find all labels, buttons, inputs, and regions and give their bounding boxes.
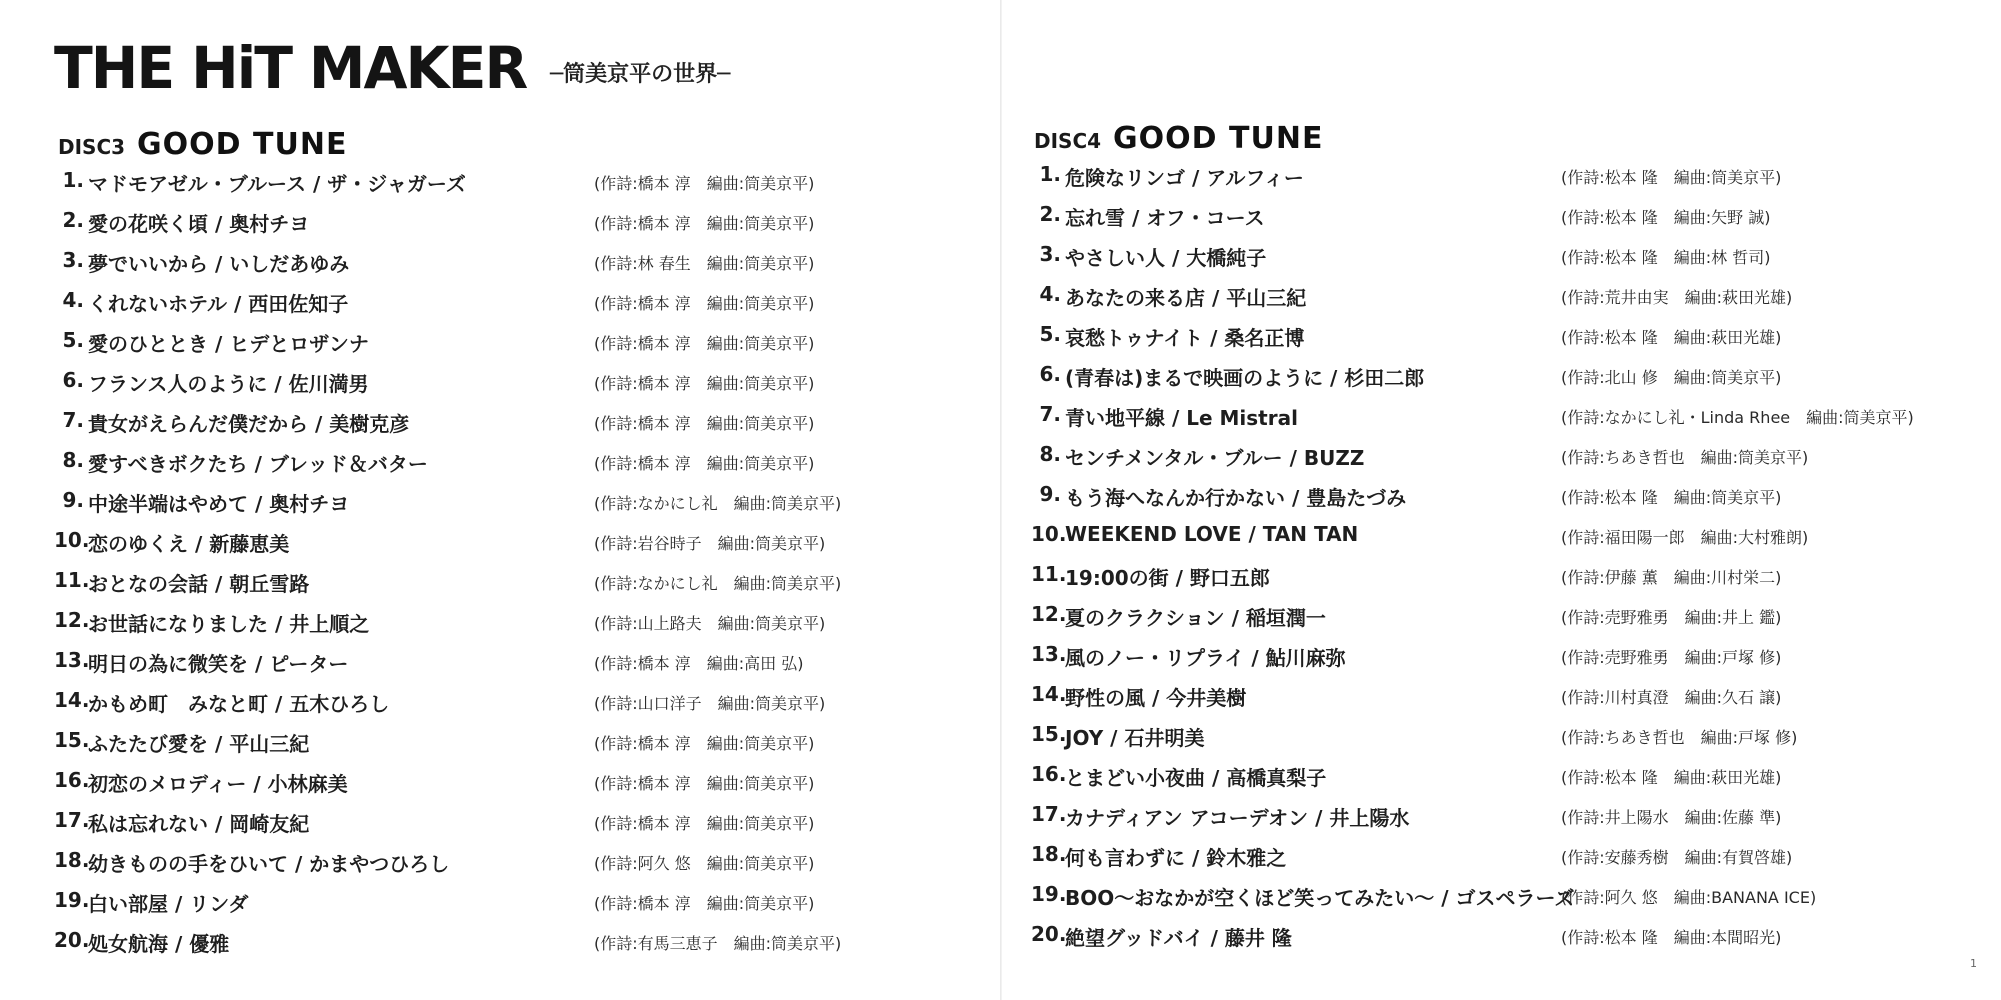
track-number: 3. <box>1039 242 1061 266</box>
track-row <box>54 362 984 402</box>
track-row <box>54 762 984 802</box>
track-number: 15. <box>54 728 90 752</box>
track-credit: (作詩:橋本 淳 編曲:高田 弘) <box>594 654 804 673</box>
track-title: あなたの来る店 / 平山三紀 <box>1065 286 1307 310</box>
track-row <box>54 402 984 442</box>
disc-label: DISC3 <box>58 135 126 159</box>
track-credit: (作詩:なかにし礼・Linda Rhee 編曲:筒美京平) <box>1561 408 1914 427</box>
track-row <box>54 722 984 762</box>
track-number: 16. <box>1031 762 1067 786</box>
track-row <box>1031 476 1961 516</box>
track-credit: (作詩:林 春生 編曲:筒美京平) <box>594 254 815 273</box>
track-title: 明日の為に微笑を / ピーター <box>88 652 349 676</box>
track-row <box>54 842 984 882</box>
tagline: ─筒美京平の世界─ <box>549 62 731 87</box>
track-number: 17. <box>54 808 90 832</box>
track-title: かもめ町 みなと町 / 五木ひろし <box>88 692 390 716</box>
track-row <box>54 602 984 642</box>
track-credit: (作詩:ちあき哲也 編曲:戸塚 修) <box>1561 728 1798 747</box>
track-credit: (作詩:橋本 淳 編曲:筒美京平) <box>594 774 815 793</box>
track-row <box>1031 836 1961 876</box>
track-row <box>1031 196 1961 236</box>
track-title: 青い地平線 / Le Mistral <box>1065 406 1298 430</box>
track-credit: (作詩:橋本 淳 編曲:筒美京平) <box>594 374 815 393</box>
track-title: カナディアン アコーデオン / 井上陽水 <box>1065 806 1410 830</box>
track-credit: (作詩:北山 修 編曲:筒美京平) <box>1561 368 1782 387</box>
track-credit: (作詩:松本 隆 編曲:萩田光雄) <box>1561 768 1782 787</box>
track-number: 5. <box>62 328 84 352</box>
track-number: 7. <box>1039 402 1061 426</box>
track-credit: (作詩:橋本 淳 編曲:筒美京平) <box>594 334 815 353</box>
track-credit: (作詩:川村真澄 編曲:久石 譲) <box>1561 688 1782 707</box>
track-credit: (作詩:松本 隆 編曲:矢野 誠) <box>1561 208 1771 227</box>
track-credit: (作詩:松本 隆 編曲:本間昭光) <box>1561 928 1782 947</box>
track-title: 幼きものの手をひいて / かまやつひろし <box>88 852 450 876</box>
track-row <box>1031 556 1961 596</box>
track-number: 15. <box>1031 722 1067 746</box>
track-title: 私は忘れない / 岡崎友紀 <box>88 812 310 836</box>
track-row <box>1031 396 1961 436</box>
track-credit: (作詩:阿久 悠 編曲:筒美京平) <box>594 854 815 873</box>
track-number: 5. <box>1039 322 1061 346</box>
track-row <box>54 442 984 482</box>
track-credit: (作詩:松本 隆 編曲:筒美京平) <box>1561 488 1782 507</box>
track-title: 夢でいいから / いしだあゆみ <box>88 252 350 276</box>
track-title: とまどい小夜曲 / 高橋真梨子 <box>1065 766 1327 790</box>
track-row <box>1031 756 1961 796</box>
track-number: 8. <box>1039 442 1061 466</box>
track-number: 11. <box>54 568 90 592</box>
track-title: 愛すべきボクたち / ブレッド＆バター <box>88 452 428 476</box>
track-credit: (作詩:橋本 淳 編曲:筒美京平) <box>594 734 815 753</box>
track-credit: (作詩:売野雅勇 編曲:戸塚 修) <box>1561 648 1782 667</box>
track-credit: (作詩:福田陽一郎 編曲:大村雅朗) <box>1561 528 1809 547</box>
track-credit: (作詩:伊藤 薫 編曲:川村栄二) <box>1561 568 1782 587</box>
track-number: 19. <box>54 888 90 912</box>
track-row <box>54 882 984 922</box>
track-credit: (作詩:橋本 淳 編曲:筒美京平) <box>594 174 815 193</box>
track-credit: (作詩:売野雅勇 編曲:井上 鑑) <box>1561 608 1782 627</box>
track-row <box>1031 796 1961 836</box>
track-row <box>1031 716 1961 756</box>
track-title: (青春は)まるで映画のように / 杉田二郎 <box>1065 366 1425 390</box>
track-credit: (作詩:橋本 淳 編曲:筒美京平) <box>594 814 815 833</box>
track-number: 12. <box>54 608 90 632</box>
left-page <box>0 0 1000 1000</box>
disc3-heading <box>58 127 347 162</box>
track-number: 13. <box>54 648 90 672</box>
track-credit: (作詩:井上陽水 編曲:佐藤 準) <box>1561 808 1782 827</box>
track-number: 1. <box>1039 162 1061 186</box>
track-number: 18. <box>1031 842 1067 866</box>
track-credit: (作詩:荒井由実 編曲:萩田光雄) <box>1561 288 1793 307</box>
track-row <box>54 162 984 202</box>
track-title: ふたたび愛を / 平山三紀 <box>88 732 310 756</box>
track-title: 処女航海 / 優雅 <box>88 932 230 956</box>
track-title: 忘れ雪 / オフ・コース <box>1065 206 1265 230</box>
disc4-heading <box>1034 121 1323 156</box>
track-credit: (作詩:橋本 淳 編曲:筒美京平) <box>594 894 815 913</box>
track-credit: (作詩:松本 隆 編曲:筒美京平) <box>1561 168 1782 187</box>
track-credit: (作詩:松本 隆 編曲:萩田光雄) <box>1561 328 1782 347</box>
track-title: 風のノー・リプライ / 鮎川麻弥 <box>1065 646 1346 670</box>
track-credit: (作詩:橋本 淳 編曲:筒美京平) <box>594 214 815 233</box>
track-title: くれないホテル / 西田佐知子 <box>88 292 349 316</box>
track-number: 14. <box>54 688 90 712</box>
track-row <box>1031 356 1961 396</box>
track-credit: (作詩:松本 隆 編曲:林 哲司) <box>1561 248 1771 267</box>
track-row <box>54 642 984 682</box>
disc3-track-list <box>54 162 984 962</box>
track-row <box>1031 236 1961 276</box>
track-number: 6. <box>1039 362 1061 386</box>
track-title: もう海へなんか行かない / 豊島たづみ <box>1065 486 1407 510</box>
track-number: 12. <box>1031 602 1067 626</box>
brand-header <box>54 34 731 102</box>
track-row <box>1031 916 1961 956</box>
track-row <box>54 922 984 962</box>
track-number: 8. <box>62 448 84 472</box>
track-title: 恋のゆくえ / 新藤恵美 <box>88 532 290 556</box>
disc4-track-list <box>1031 156 1961 956</box>
track-row <box>1031 876 1961 916</box>
track-number: 2. <box>1039 202 1061 226</box>
track-row <box>54 322 984 362</box>
track-row <box>1031 276 1961 316</box>
track-number: 14. <box>1031 682 1067 706</box>
track-title: 夏のクラクション / 稲垣潤一 <box>1065 606 1326 630</box>
track-title: フランス人のように / 佐川満男 <box>88 372 369 396</box>
logo: THE HiT MAKER <box>54 34 527 102</box>
track-title: 貴女がえらんだ僕だから / 美樹克彦 <box>88 412 410 436</box>
track-row <box>1031 596 1961 636</box>
disc-title: GOOD TUNE <box>137 127 348 162</box>
track-row <box>54 562 984 602</box>
track-number: 9. <box>62 488 84 512</box>
track-title: 何も言わずに / 鈴木雅之 <box>1065 846 1287 870</box>
track-title: JOY / 石井明美 <box>1065 726 1205 750</box>
track-number: 4. <box>62 288 84 312</box>
track-credit: (作詩:橋本 淳 編曲:筒美京平) <box>594 294 815 313</box>
track-number: 18. <box>54 848 90 872</box>
track-title: マドモアゼル・ブルース / ザ・ジャガーズ <box>88 172 466 196</box>
track-row <box>54 242 984 282</box>
track-title: 愛の花咲く頃 / 奥村チヨ <box>88 212 310 236</box>
track-credit: (作詩:山口洋子 編曲:筒美京平) <box>594 694 826 713</box>
track-row <box>1031 156 1961 196</box>
track-number: 10. <box>54 528 90 552</box>
track-title: BOO〜おなかが空くほど笑ってみたい〜 / ゴスペラーズ <box>1065 886 1575 910</box>
track-number: 16. <box>54 768 90 792</box>
track-number: 1. <box>62 168 84 192</box>
track-row <box>1031 636 1961 676</box>
track-credit: (作詩:橋本 淳 編曲:筒美京平) <box>594 414 815 433</box>
track-number: 11. <box>1031 562 1067 586</box>
track-title: WEEKEND LOVE / TAN TAN <box>1065 522 1359 546</box>
track-title: やさしい人 / 大橋純子 <box>1065 246 1267 270</box>
track-row <box>54 682 984 722</box>
track-number: 4. <box>1039 282 1061 306</box>
track-number: 2. <box>62 208 84 232</box>
track-title: 19:00の街 / 野口五郎 <box>1065 566 1270 590</box>
track-number: 13. <box>1031 642 1067 666</box>
track-row <box>1031 516 1961 556</box>
track-row <box>54 802 984 842</box>
track-title: 中途半端はやめて / 奥村チヨ <box>88 492 350 516</box>
track-title: センチメンタル・ブルー / BUZZ <box>1065 446 1365 470</box>
track-row <box>1031 436 1961 476</box>
track-number: 6. <box>62 368 84 392</box>
track-number: 10. <box>1031 522 1067 546</box>
track-title: 哀愁トゥナイト / 桑名正博 <box>1065 326 1305 350</box>
track-credit: (作詩:山上路夫 編曲:筒美京平) <box>594 614 826 633</box>
track-title: 危険なリンゴ / アルフィー <box>1065 166 1304 190</box>
track-number: 7. <box>62 408 84 432</box>
track-credit: (作詩:岩谷時子 編曲:筒美京平) <box>594 534 826 553</box>
track-credit: (作詩:有馬三恵子 編曲:筒美京平) <box>594 934 842 953</box>
track-credit: (作詩:ちあき哲也 編曲:筒美京平) <box>1561 448 1809 467</box>
track-number: 19. <box>1031 882 1067 906</box>
track-credit: (作詩:なかにし礼 編曲:筒美京平) <box>594 574 842 593</box>
track-credit: (作詩:安藤秀樹 編曲:有賀啓雄) <box>1561 848 1793 867</box>
track-title: 野性の風 / 今井美樹 <box>1065 686 1247 710</box>
right-page <box>1001 0 2001 1000</box>
track-number: 20. <box>54 928 90 952</box>
track-row <box>54 282 984 322</box>
track-credit: (作詩:なかにし礼 編曲:筒美京平) <box>594 494 842 513</box>
track-title: 白い部屋 / リンダ <box>88 892 249 916</box>
page-number: 1 <box>1970 957 1977 970</box>
track-number: 3. <box>62 248 84 272</box>
track-row <box>54 522 984 562</box>
track-number: 20. <box>1031 922 1067 946</box>
track-row <box>54 482 984 522</box>
track-title: お世話になりました / 井上順之 <box>88 612 370 636</box>
track-row <box>54 202 984 242</box>
track-title: 絶望グッドバイ / 藤井 隆 <box>1065 926 1292 950</box>
track-number: 9. <box>1039 482 1061 506</box>
track-row <box>1031 676 1961 716</box>
disc-title: GOOD TUNE <box>1113 121 1324 156</box>
track-number: 17. <box>1031 802 1067 826</box>
track-title: おとなの会話 / 朝丘雪路 <box>88 572 310 596</box>
disc-label: DISC4 <box>1034 129 1102 153</box>
track-credit: (作詩:阿久 悠 編曲:BANANA ICE) <box>1561 888 1817 907</box>
track-row <box>1031 316 1961 356</box>
track-title: 初恋のメロディー / 小林麻美 <box>88 772 348 796</box>
track-title: 愛のひととき / ヒデとロザンナ <box>88 332 369 356</box>
track-credit: (作詩:橋本 淳 編曲:筒美京平) <box>594 454 815 473</box>
